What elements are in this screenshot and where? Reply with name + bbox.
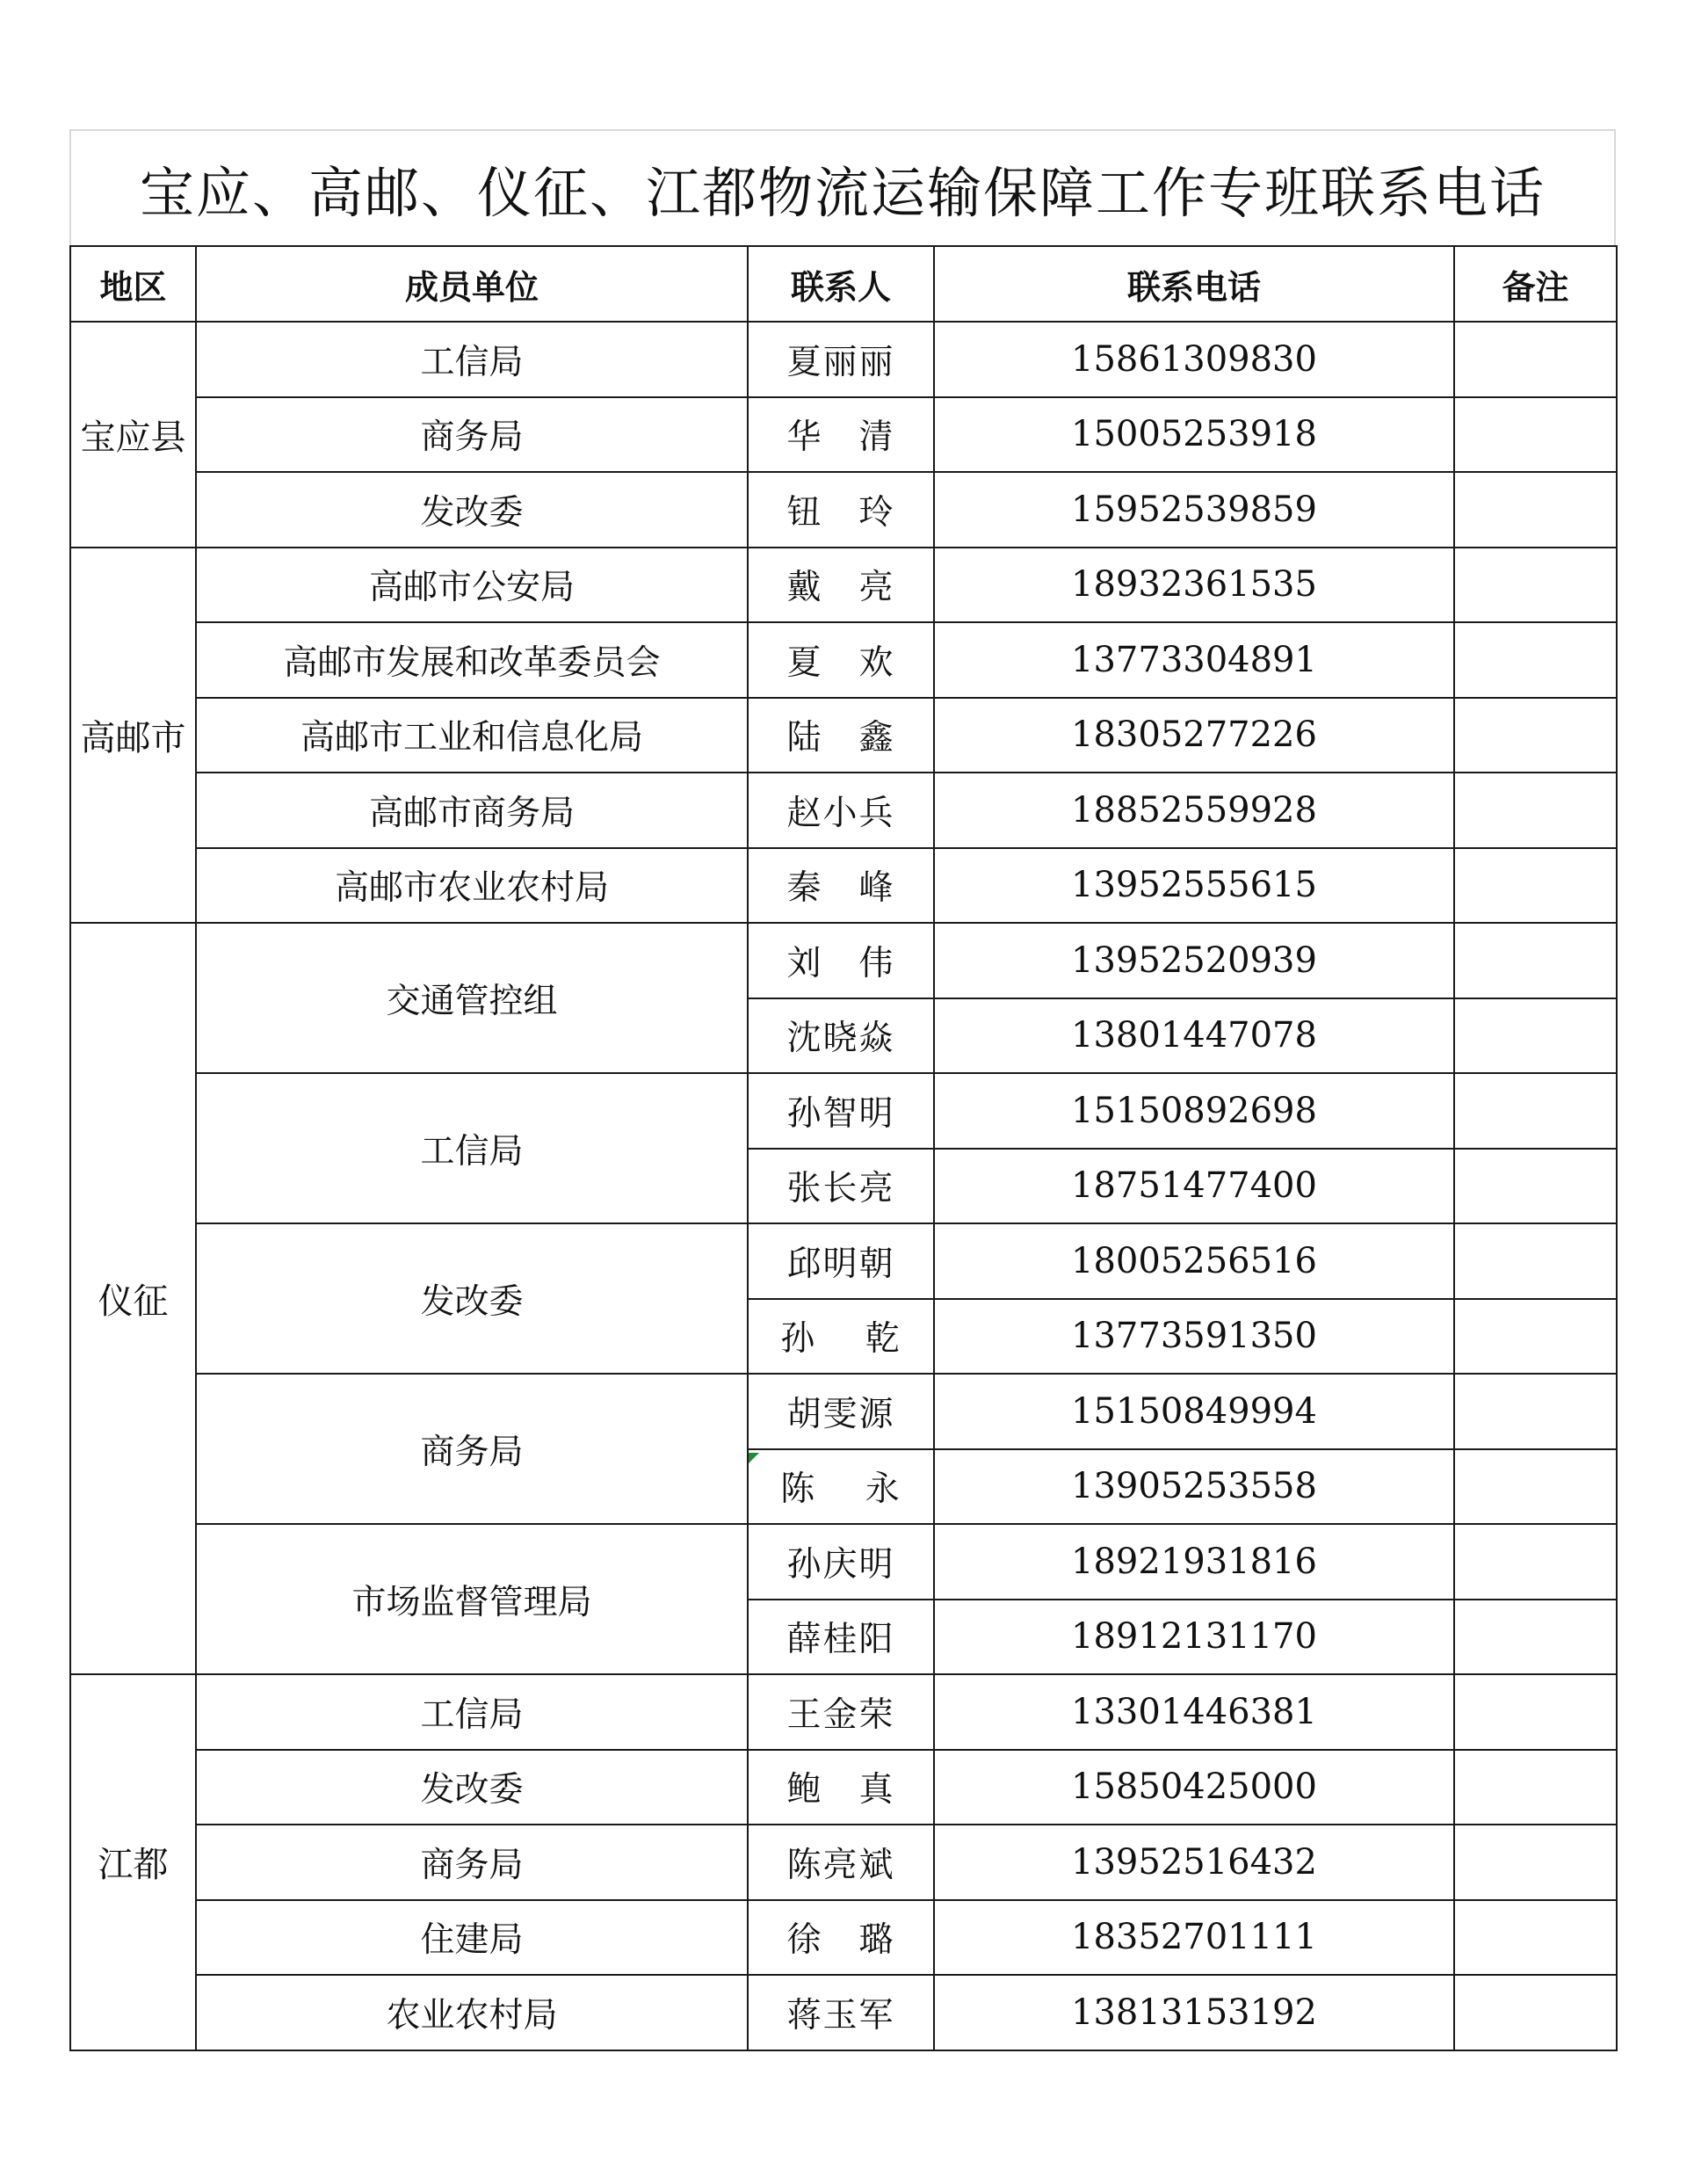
note-cell bbox=[1454, 1073, 1617, 1149]
note-cell bbox=[1454, 1299, 1617, 1375]
contact-cell: 钮 玲 bbox=[748, 472, 934, 548]
phone-cell: 13773304891 bbox=[934, 622, 1454, 698]
phone-cell: 15150892698 bbox=[934, 1073, 1454, 1149]
table-row bbox=[70, 1524, 1617, 1600]
unit-cell: 工信局 bbox=[196, 1073, 748, 1223]
phone-cell: 18852559928 bbox=[934, 773, 1454, 848]
phone-cell: 13952520939 bbox=[934, 923, 1454, 998]
note-cell bbox=[1454, 548, 1617, 623]
unit-cell: 商务局 bbox=[196, 397, 748, 473]
header-unit: 成员单位 bbox=[196, 246, 748, 322]
region-cell: 宝应县 bbox=[70, 322, 196, 548]
note-cell bbox=[1454, 1674, 1617, 1750]
phone-cell: 18921931816 bbox=[934, 1524, 1454, 1600]
table-row bbox=[70, 322, 1617, 397]
phone-cell: 13952555615 bbox=[934, 848, 1454, 924]
contact-cell: 秦 峰 bbox=[748, 848, 934, 924]
title-box bbox=[69, 129, 1616, 245]
header-region: 地区 bbox=[70, 246, 196, 322]
note-cell bbox=[1454, 923, 1617, 998]
table-row bbox=[70, 397, 1617, 473]
contact-cell: 陆 鑫 bbox=[748, 698, 934, 773]
phone-cell: 13773591350 bbox=[934, 1299, 1454, 1375]
table-row bbox=[70, 848, 1617, 924]
note-cell bbox=[1454, 1600, 1617, 1675]
unit-cell: 工信局 bbox=[196, 1674, 748, 1750]
unit-cell: 高邮市工业和信息化局 bbox=[196, 698, 748, 773]
header-note: 备注 bbox=[1454, 246, 1617, 322]
unit-cell: 住建局 bbox=[196, 1900, 748, 1976]
table-row bbox=[70, 1825, 1617, 1900]
unit-cell: 商务局 bbox=[196, 1825, 748, 1900]
note-cell bbox=[1454, 1524, 1617, 1600]
table-row bbox=[70, 1975, 1617, 2050]
contact-table bbox=[69, 245, 1618, 2051]
header-row bbox=[70, 246, 1617, 322]
table-row bbox=[70, 1900, 1617, 1976]
note-cell bbox=[1454, 1449, 1617, 1525]
contact-cell: 陈 永 bbox=[748, 1449, 934, 1525]
table-row bbox=[70, 1073, 1617, 1149]
contact-cell: 薛桂阳 bbox=[748, 1600, 934, 1675]
contact-cell: 胡雯源 bbox=[748, 1374, 934, 1449]
table-row bbox=[70, 923, 1617, 998]
phone-cell: 13301446381 bbox=[934, 1674, 1454, 1750]
contact-sheet bbox=[69, 129, 1616, 2051]
note-cell bbox=[1454, 397, 1617, 473]
unit-cell: 市场监督管理局 bbox=[196, 1524, 748, 1674]
note-cell bbox=[1454, 1750, 1617, 1825]
unit-cell: 高邮市发展和改革委员会 bbox=[196, 622, 748, 698]
contact-cell: 孙智明 bbox=[748, 1073, 934, 1149]
phone-cell: 18912131170 bbox=[934, 1600, 1454, 1675]
page-title: 宝应、高邮、仪征、江都物流运输保障工作专班联系电话 bbox=[139, 160, 1546, 225]
table-row bbox=[70, 548, 1617, 623]
note-cell bbox=[1454, 1223, 1617, 1299]
contact-cell: 孙 乾 bbox=[748, 1299, 934, 1375]
note-cell bbox=[1454, 998, 1617, 1074]
contact-cell: 刘 伟 bbox=[748, 923, 934, 998]
note-cell bbox=[1454, 1975, 1617, 2050]
contact-cell: 孙庆明 bbox=[748, 1524, 934, 1600]
phone-cell: 15952539859 bbox=[934, 472, 1454, 548]
note-cell bbox=[1454, 698, 1617, 773]
table-row bbox=[70, 472, 1617, 548]
phone-cell: 13813153192 bbox=[934, 1975, 1454, 2050]
unit-cell: 高邮市公安局 bbox=[196, 548, 748, 623]
region-cell: 仪征 bbox=[70, 923, 196, 1674]
contact-cell: 邱明朝 bbox=[748, 1223, 934, 1299]
phone-cell: 13905253558 bbox=[934, 1449, 1454, 1525]
unit-cell: 商务局 bbox=[196, 1374, 748, 1524]
unit-cell: 高邮市商务局 bbox=[196, 773, 748, 848]
note-cell bbox=[1454, 1149, 1617, 1224]
note-cell bbox=[1454, 773, 1617, 848]
phone-cell: 18932361535 bbox=[934, 548, 1454, 623]
contact-cell: 蒋玉军 bbox=[748, 1975, 934, 2050]
unit-cell: 农业农村局 bbox=[196, 1975, 748, 2050]
note-cell bbox=[1454, 1900, 1617, 1976]
unit-cell: 发改委 bbox=[196, 1750, 748, 1825]
contact-cell: 王金荣 bbox=[748, 1674, 934, 1750]
phone-cell: 15861309830 bbox=[934, 322, 1454, 397]
phone-cell: 13801447078 bbox=[934, 998, 1454, 1074]
phone-cell: 15005253918 bbox=[934, 397, 1454, 473]
phone-cell: 18305277226 bbox=[934, 698, 1454, 773]
note-cell bbox=[1454, 848, 1617, 924]
unit-cell: 发改委 bbox=[196, 472, 748, 548]
table-row bbox=[70, 1223, 1617, 1299]
note-cell bbox=[1454, 1825, 1617, 1900]
contact-cell: 戴 亮 bbox=[748, 548, 934, 623]
note-cell bbox=[1454, 1374, 1617, 1449]
phone-cell: 18352701111 bbox=[934, 1900, 1454, 1976]
phone-cell: 13952516432 bbox=[934, 1825, 1454, 1900]
table-row bbox=[70, 1674, 1617, 1750]
table-row bbox=[70, 622, 1617, 698]
table-row bbox=[70, 698, 1617, 773]
header-contact: 联系人 bbox=[748, 246, 934, 322]
contact-cell: 夏丽丽 bbox=[748, 322, 934, 397]
phone-cell: 15150849994 bbox=[934, 1374, 1454, 1449]
table-row bbox=[70, 773, 1617, 848]
contact-cell: 沈晓焱 bbox=[748, 998, 934, 1074]
contact-cell: 赵小兵 bbox=[748, 773, 934, 848]
unit-cell: 交通管控组 bbox=[196, 923, 748, 1073]
cell-comment-marker bbox=[749, 1453, 759, 1463]
contact-cell: 张长亮 bbox=[748, 1149, 934, 1224]
region-cell: 江都 bbox=[70, 1674, 196, 2050]
table-row bbox=[70, 1750, 1617, 1825]
note-cell bbox=[1454, 472, 1617, 548]
unit-cell: 发改委 bbox=[196, 1223, 748, 1374]
note-cell bbox=[1454, 622, 1617, 698]
phone-cell: 18751477400 bbox=[934, 1149, 1454, 1224]
contact-cell: 陈亮斌 bbox=[748, 1825, 934, 1900]
unit-cell: 工信局 bbox=[196, 322, 748, 397]
contact-cell: 华 清 bbox=[748, 397, 934, 473]
contact-cell: 徐 璐 bbox=[748, 1900, 934, 1976]
contact-cell: 夏 欢 bbox=[748, 622, 934, 698]
unit-cell: 高邮市农业农村局 bbox=[196, 848, 748, 924]
note-cell bbox=[1454, 322, 1617, 397]
phone-cell: 15850425000 bbox=[934, 1750, 1454, 1825]
region-cell: 高邮市 bbox=[70, 548, 196, 924]
table-row bbox=[70, 1374, 1617, 1449]
contact-cell: 鲍 真 bbox=[748, 1750, 934, 1825]
header-phone: 联系电话 bbox=[934, 246, 1454, 322]
phone-cell: 18005256516 bbox=[934, 1223, 1454, 1299]
